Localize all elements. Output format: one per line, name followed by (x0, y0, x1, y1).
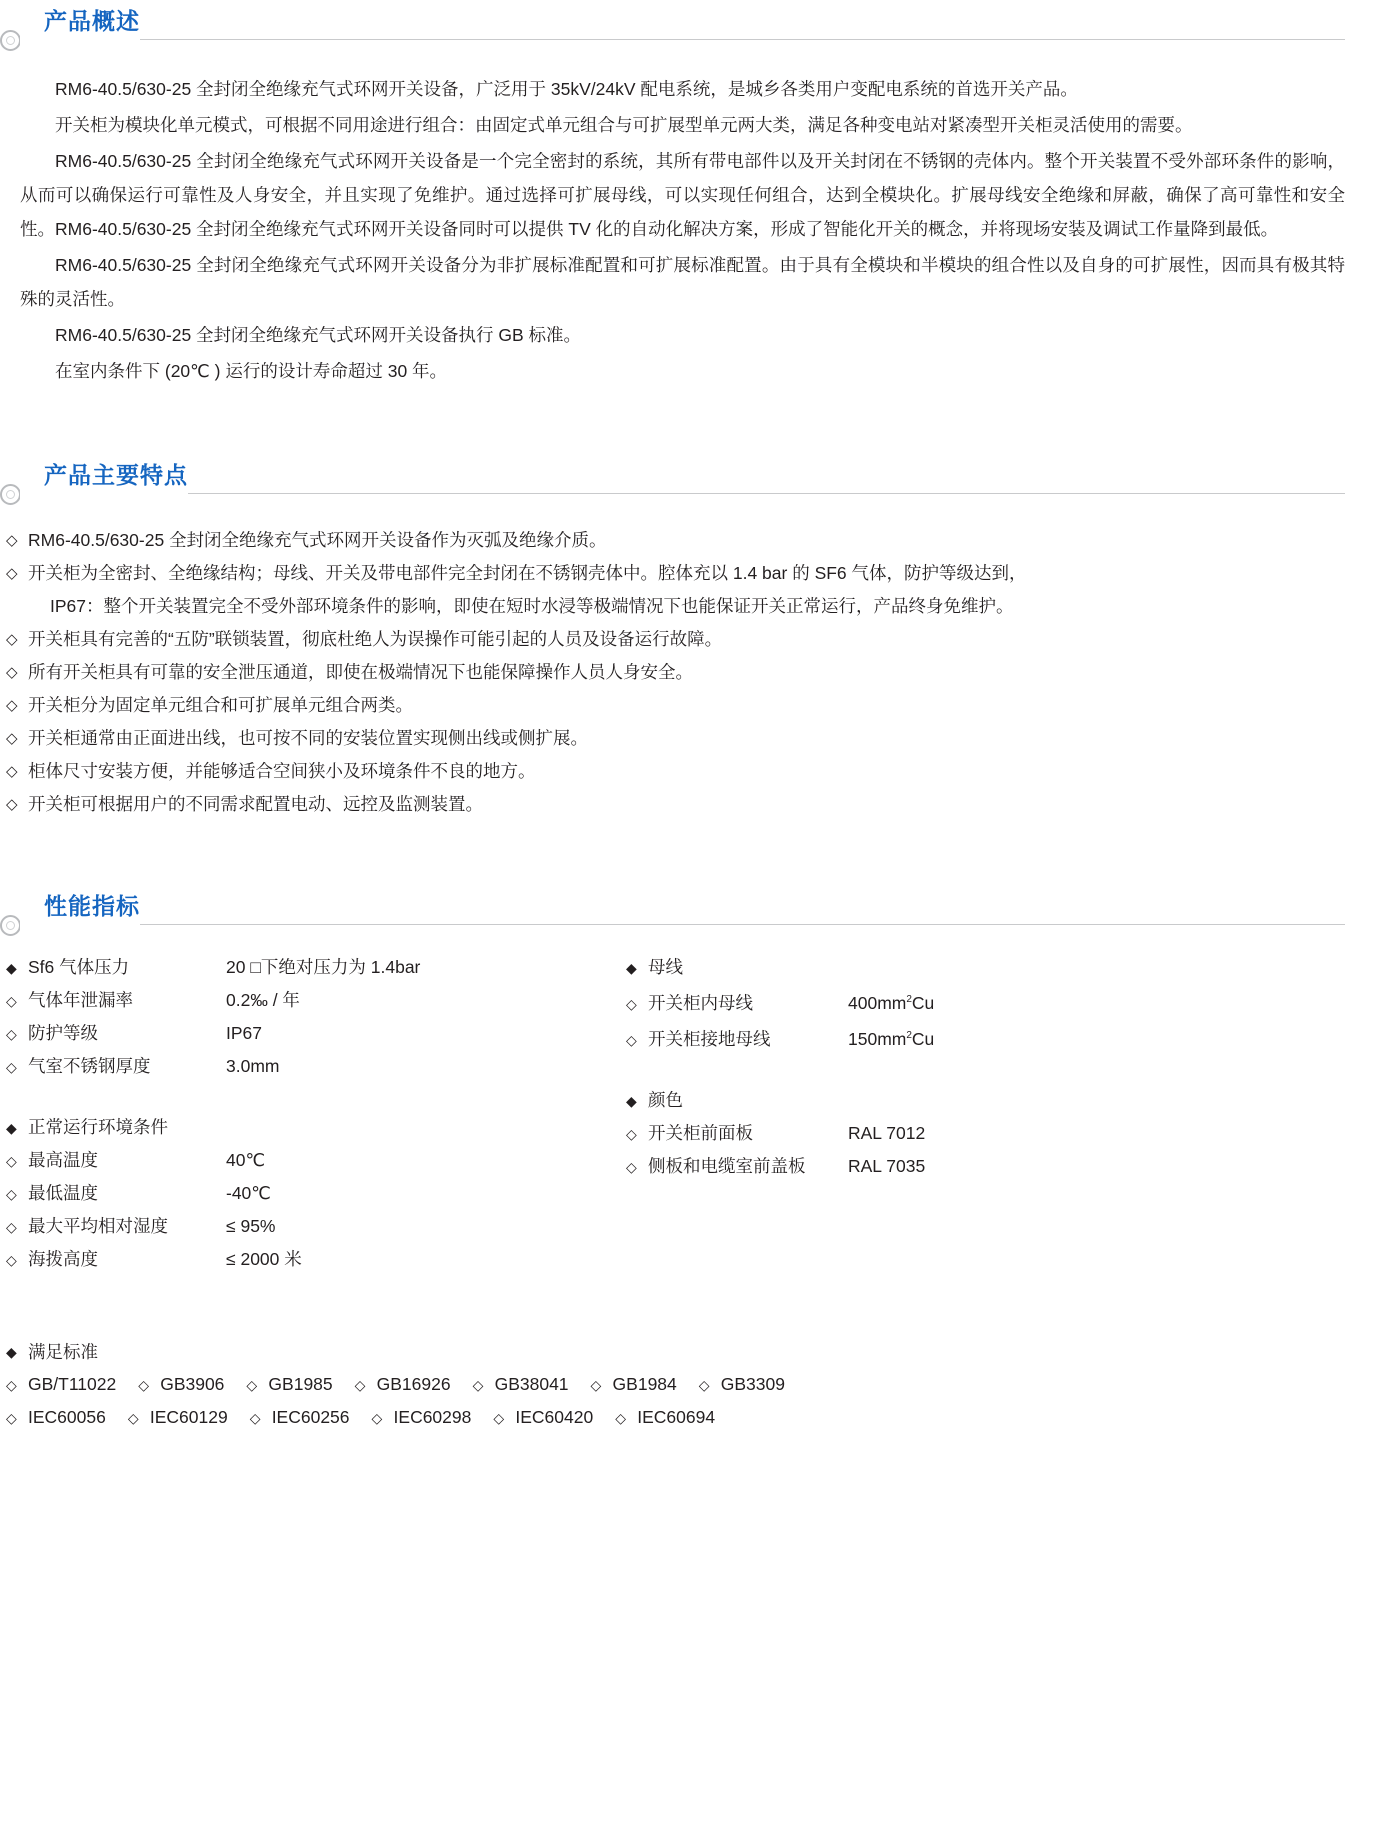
bullet-circle-icon (0, 915, 21, 936)
diamond-icon: ◇ (6, 763, 18, 780)
diamond-icon: ◇ (6, 1219, 17, 1235)
standard-item (372, 1401, 472, 1434)
spec-value-sup: 2 (906, 1029, 912, 1041)
diamond-icon: ◇ (6, 1059, 17, 1075)
spec-key: 侧板和电缆室前盖板 (648, 1155, 806, 1176)
diamond-icon: ◇ (6, 697, 18, 714)
standard-label: GB3906 (160, 1374, 225, 1394)
standard-item (128, 1401, 228, 1434)
section-header-features (20, 454, 1345, 500)
diamond-icon: ◇ (138, 1377, 149, 1393)
standard-label: GB1984 (612, 1374, 677, 1394)
overview-paragraph: RM6-40.5/630-25 全封闭全绝缘充气式环网开关设备分为非扩展标准配置和可扩展标准配置。由于具有全模块和半模块的组合性以及自身的可扩展性，因而具有极其特殊的灵活性。 (20, 255, 1345, 309)
diamond-icon: ◇ (6, 631, 18, 648)
page-title-performance: 性能指标 (20, 888, 140, 931)
section-header-overview (20, 0, 1345, 46)
overview-paragraph: RM6-40.5/630-25 全封闭全绝缘充气式环网开关设备，广泛用于 35kV/24kV 配电系统，是城乡各类用户变配电系统的首选开关产品。 (55, 79, 1078, 99)
spec-key: 防护等级 (28, 1023, 98, 1043)
spacer (0, 1276, 1373, 1328)
solid-diamond-icon: ◆ (6, 1120, 17, 1136)
standard-item (250, 1401, 350, 1434)
section-header-performance (20, 885, 1345, 931)
list-item (6, 524, 1345, 557)
overview-paragraph: 开关柜为模块化单元模式，可根据不同用途进行组合：由固定式单元组合与可扩展型单元两大类，满足各种变电站对紧凑型开关柜灵活使用的需要。 (55, 115, 1193, 135)
table-row (626, 984, 1345, 1020)
feature-text: 开关柜通常由正面进出线，也可按不同的安装位置实现侧出线或侧扩展。 (28, 728, 588, 748)
standard-item (699, 1368, 785, 1401)
feature-text: RM6-40.5/630-25 全封闭全绝缘充气式环网开关设备作为灭弧及绝缘介质。 (28, 530, 607, 550)
spacer (0, 821, 1373, 885)
solid-diamond-icon: ◆ (6, 960, 17, 976)
list-item (6, 623, 1345, 656)
header-rule (20, 39, 1345, 40)
header-rule (20, 493, 1345, 494)
spec-value: ≤ 2000 米 (226, 1249, 302, 1269)
spec-value-sup: 2 (906, 994, 912, 1005)
spec-key: 颜色 (648, 1089, 683, 1110)
spec-value: IP67 (226, 1023, 262, 1043)
standards-row-gb (6, 1368, 1345, 1401)
overview-paragraph: RM6-40.5/630-25 全封闭全绝缘充气式环网开关设备执行 GB 标准。 (55, 325, 582, 345)
standard-label: IEC60056 (28, 1407, 106, 1427)
diamond-icon: ◇ (615, 1410, 626, 1426)
standard-item (615, 1401, 715, 1434)
page-title-overview: 产品概述 (20, 3, 140, 46)
spec-value: 40℃ (226, 1150, 266, 1170)
list-item (6, 755, 1345, 788)
section-features (0, 454, 1373, 821)
diamond-icon: ◇ (6, 1252, 17, 1268)
diamond-icon: ◇ (6, 1026, 17, 1042)
spec-value: 150mm (848, 1028, 907, 1049)
diamond-icon: ◇ (590, 1377, 602, 1393)
standard-label: GB3309 (720, 1374, 785, 1394)
spec-key: 海拨高度 (28, 1249, 98, 1269)
list-item (6, 557, 1345, 623)
section-performance (0, 885, 1373, 1474)
spec-table (0, 931, 1373, 1276)
diamond-icon: ◇ (626, 1125, 637, 1142)
spec-value: 20 □下绝对压力为 1.4bar (226, 957, 421, 977)
standards-block (0, 1328, 1373, 1474)
spec-value: ≤ 95% (226, 1216, 276, 1236)
feature-text: 开关柜具有完善的“五防”联锁装置，彻底杜绝人为误操作可能引起的人员及设备运行故障。 (28, 629, 723, 649)
spec-value: RAL 7035 (848, 1155, 926, 1176)
spec-group-header (6, 1111, 618, 1144)
standard-label: IEC60129 (149, 1407, 228, 1427)
spec-key: 气室不锈钢厚度 (28, 1056, 151, 1076)
standard-item (6, 1401, 106, 1434)
solid-diamond-icon: ◆ (6, 1344, 17, 1360)
list-item (6, 788, 1345, 821)
feature-text-continued: IP67：整个开关装置完全不受外部环境条件的影响，即使在短时水浸等极端情况下也能保证开关正常运行，产品终身免维护。 (50, 596, 1014, 616)
spec-group-environment (6, 1111, 618, 1276)
overview-paragraph: RM6-40.5/630-25 全封闭全绝缘充气式环网开关设备是一个完全密封的系统，其所有带电部件以及开关封闭在不锈钢的壳体内。整个开关装置不受外部环条件的影响，从而可以确保运行可靠性及人身安全，并且实现了免维护。通过选择可扩展母线，可以实现任何组合，达到全模块化。扩展母线安全绝缘和屏蔽，确保了高可靠性和安全性。RM6-40.5/630-25 全封闭全绝缘充气式环网开关设备同时可以提供 TV 化的自动化解决方案，形成了智能化开关的概念，并将现场安装及调试工作量降到最低。 (20, 151, 1345, 239)
spec-value: RAL 7012 (848, 1122, 926, 1143)
diamond-icon: ◇ (6, 1410, 17, 1426)
spec-group-header (626, 951, 1345, 984)
table-row (6, 1243, 618, 1276)
table-row (6, 1017, 618, 1050)
table-row (6, 1177, 618, 1210)
spec-key: 开关柜前面板 (648, 1122, 753, 1143)
spec-group-sf6 (6, 951, 618, 1083)
spec-value: 400mm (848, 992, 907, 1013)
diamond-icon: ◇ (371, 1410, 383, 1426)
standard-item (591, 1368, 677, 1401)
feature-text: 开关柜分为固定单元组合和可扩展单元组合两类。 (28, 695, 413, 715)
spec-value: 3.0mm (226, 1056, 280, 1076)
spacer (0, 390, 1373, 454)
header-rule (20, 924, 1345, 925)
spec-key: 母线 (648, 957, 683, 977)
table-row (6, 984, 618, 1017)
diamond-icon: ◇ (246, 1377, 258, 1393)
standard-label: GB/T11022 (28, 1374, 117, 1394)
bullet-circle-icon (0, 30, 21, 51)
spec-key: 最高温度 (28, 1150, 98, 1170)
standard-item (138, 1368, 224, 1401)
diamond-icon: ◇ (6, 796, 18, 813)
standards-row-iec (6, 1401, 1345, 1434)
overview-paragraph: 在室内条件下 (20℃ ) 运行的设计寿命超过 30 年。 (55, 361, 448, 381)
spec-group-header (626, 1084, 1345, 1117)
diamond-icon: ◇ (6, 1377, 17, 1393)
list-item (6, 722, 1345, 755)
table-row (626, 1020, 1345, 1056)
spec-column-right (618, 951, 1345, 1276)
standard-label: IEC60694 (637, 1407, 716, 1427)
standard-item (6, 1368, 116, 1401)
diamond-icon: ◇ (6, 664, 18, 681)
solid-diamond-icon: ◆ (626, 960, 637, 976)
diamond-icon: ◇ (6, 1153, 17, 1169)
feature-list (0, 500, 1373, 821)
page-title-features: 产品主要特点 (20, 457, 188, 500)
feature-text: 开关柜为全密封、全绝缘结构；母线、开关及带电部件完全封闭在不锈钢壳体中。腔体充以 1.4 bar 的 SF6 气体，防护等级达到， (28, 563, 1027, 583)
diamond-icon: ◇ (626, 995, 637, 1012)
standard-label: IEC60256 (271, 1407, 350, 1427)
diamond-icon: ◇ (127, 1410, 139, 1426)
diamond-icon: ◇ (493, 1410, 505, 1426)
diamond-icon: ◇ (472, 1377, 484, 1393)
diamond-icon: ◇ (6, 993, 17, 1009)
feature-text: 柜体尺寸安装方便，并能够适合空间狭小及环境条件不良的地方。 (28, 761, 536, 781)
standards-title: 满足标准 (28, 1342, 98, 1362)
standard-item (246, 1368, 332, 1401)
diamond-icon: ◇ (249, 1410, 261, 1426)
spec-key: Sf6 气体压力 (28, 957, 130, 977)
spec-value-suffix: Cu (911, 992, 935, 1013)
diamond-icon: ◇ (6, 730, 18, 747)
overview-body (0, 46, 1373, 388)
list-item (6, 689, 1345, 722)
standard-item (355, 1368, 451, 1401)
spec-key: 气体年泄漏率 (28, 990, 133, 1010)
standard-label: GB16926 (376, 1374, 451, 1394)
spec-group-busbar (626, 951, 1345, 1056)
spec-key: 最大平均相对湿度 (28, 1216, 168, 1236)
spec-key: 开关柜内母线 (648, 992, 753, 1013)
spec-group-color (626, 1084, 1345, 1183)
standard-item (473, 1368, 569, 1401)
standard-label: GB1985 (268, 1374, 333, 1394)
standard-label: GB38041 (494, 1374, 569, 1394)
spec-group-header (6, 951, 618, 984)
spec-value: -40℃ (226, 1183, 271, 1203)
table-row (626, 1150, 1345, 1183)
section-overview (0, 0, 1373, 388)
solid-diamond-icon: ◆ (626, 1092, 637, 1109)
standard-label: IEC60298 (393, 1407, 472, 1427)
spec-column-left (6, 951, 618, 1276)
spec-value-suffix: Cu (911, 1028, 935, 1049)
bullet-circle-icon (0, 484, 21, 505)
feature-text: 所有开关柜具有可靠的安全泄压通道，即使在极端情况下也能保障操作人员人身安全。 (28, 662, 693, 682)
diamond-icon: ◇ (626, 1158, 637, 1175)
spec-key: 开关柜接地母线 (648, 1028, 771, 1049)
standard-label: IEC60420 (515, 1407, 594, 1427)
table-row (626, 1117, 1345, 1150)
standards-header (6, 1336, 1345, 1368)
diamond-icon: ◇ (6, 532, 18, 549)
table-row (6, 1050, 618, 1083)
list-item (6, 656, 1345, 689)
table-row (6, 1144, 618, 1177)
table-row (6, 1210, 618, 1243)
diamond-icon: ◇ (6, 1186, 17, 1202)
diamond-icon: ◇ (698, 1377, 710, 1393)
standard-item (493, 1401, 593, 1434)
diamond-icon: ◇ (626, 1031, 637, 1048)
spec-value: 0.2‰ / 年 (226, 990, 300, 1010)
diamond-icon: ◇ (354, 1377, 366, 1393)
feature-text: 开关柜可根据用户的不同需求配置电动、远控及监测装置。 (28, 794, 483, 814)
spec-key: 最低温度 (28, 1183, 98, 1203)
spec-key: 正常运行环境条件 (28, 1117, 168, 1137)
diamond-icon: ◇ (6, 565, 18, 582)
